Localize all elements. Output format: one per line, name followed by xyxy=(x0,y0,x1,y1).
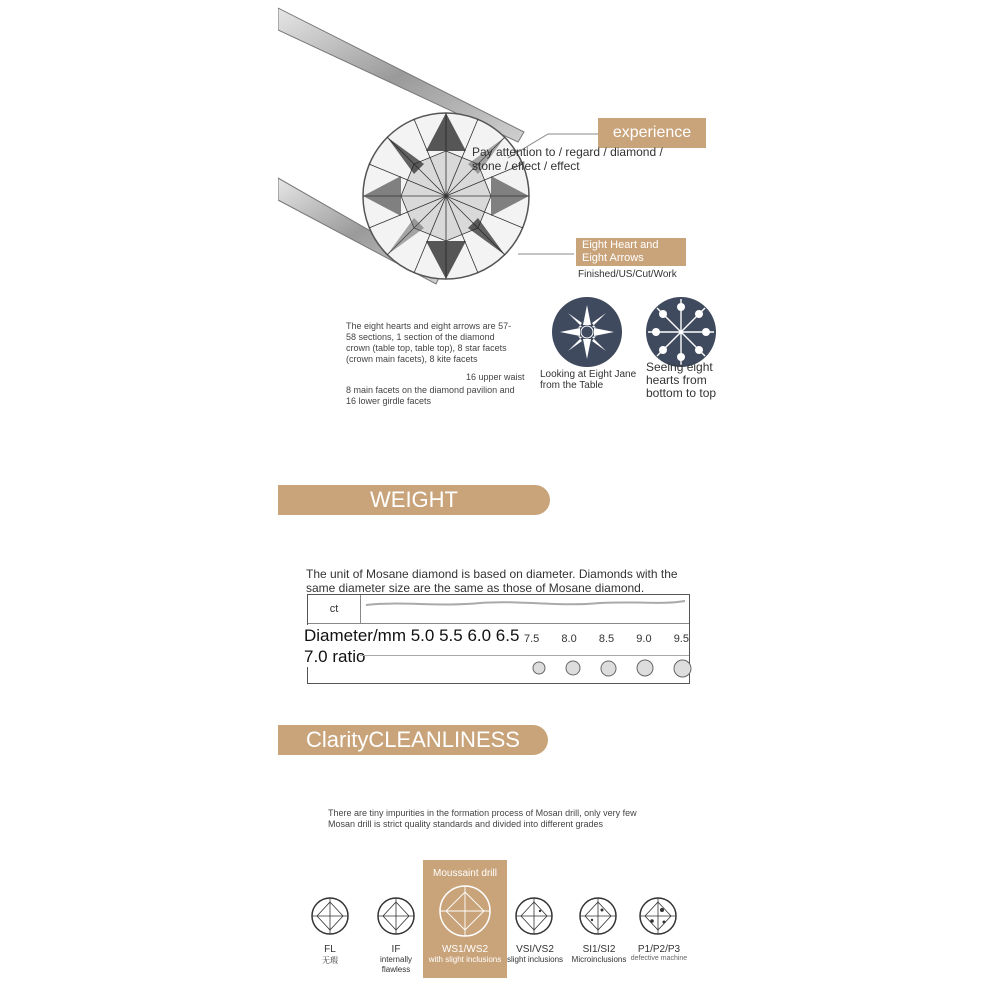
diamond-stone xyxy=(363,113,529,279)
clarity-intro-line2: Mosan drill is strict quality standards and divided into different grades xyxy=(328,819,603,829)
facets-description: The eight hearts and eight arrows are 57-58 sections, 1 section of the diamond crown (table top, table top), 8 star facets (crown main facets), 8 kite facets xyxy=(346,321,512,364)
ct-values-scribble xyxy=(360,595,689,623)
diameter-value: 8.0 xyxy=(561,633,577,645)
eight-hearts-label-line1: Eight Heart and xyxy=(582,239,659,251)
hearts-caption: Seeing eight hearts from bottom to top xyxy=(646,360,717,400)
clarity-intro xyxy=(328,808,637,830)
eight-hearts-icon xyxy=(644,295,718,369)
grade-if-sub: internally flawless xyxy=(379,955,412,974)
grade-fl-code: FL xyxy=(324,944,336,955)
tweezer-upper xyxy=(278,8,524,142)
ct-value-row xyxy=(360,595,689,624)
grade-p xyxy=(628,944,690,963)
diamond-icon xyxy=(565,660,581,676)
clarity-si-icon xyxy=(578,896,618,936)
eight-hearts-label-line2: Eight Arrows xyxy=(582,252,644,264)
finished-cut-text: Finished/US/Cut/Work xyxy=(578,269,677,280)
grade-ws xyxy=(425,944,505,965)
moussaint-label: Moussaint drill xyxy=(433,868,497,879)
experience-label: experience xyxy=(598,118,706,148)
diamond-icon xyxy=(600,660,617,677)
ct-label: ct xyxy=(308,595,361,624)
grade-vs xyxy=(502,944,568,964)
diameter-label: Diameter/mm 5.0 5.5 6.0 6.5 7.0 ratio xyxy=(304,625,524,667)
experience-text: Pay attention to / regard / diamond / stone / effect / effect xyxy=(472,145,663,173)
grade-ws-code: WS1/WS2 xyxy=(441,944,489,955)
grade-vs-code: VSI/VS2 xyxy=(516,944,554,955)
diameter-values xyxy=(524,623,689,655)
grade-p-sub: defective machine xyxy=(630,955,688,962)
diameter-value: 9.0 xyxy=(636,633,652,645)
diameter-value: 7.5 xyxy=(524,633,540,645)
diameter-value: 9.5 xyxy=(673,633,689,645)
weight-table xyxy=(304,594,690,684)
diamond-icon xyxy=(532,661,546,675)
eight-hearts-arrows-label xyxy=(576,238,686,266)
grade-p-code: P1/P2/P3 xyxy=(637,944,681,955)
clarity-ws-icon xyxy=(438,884,492,938)
grade-fl xyxy=(300,944,360,966)
diamond-icon xyxy=(636,659,654,677)
upper-waist-note: 16 upper waist xyxy=(466,372,525,382)
grade-si-code: SI1/SI2 xyxy=(582,944,616,955)
grade-si-sub: Microinclusions xyxy=(571,955,627,964)
grade-vs-sub: slight inclusions xyxy=(506,955,564,964)
clarity-fl-icon xyxy=(310,896,350,936)
clarity-p-icon xyxy=(638,896,678,936)
clarity-title: ClarityCLEANLINESS xyxy=(278,725,548,755)
diameter-value: 8.5 xyxy=(598,633,615,645)
grade-si xyxy=(566,944,632,964)
grade-ws-sub: with slight inclusions xyxy=(428,955,502,964)
arrows-caption: Looking at Eight Jane from the Table xyxy=(540,369,637,391)
clarity-if-icon xyxy=(376,896,416,936)
weight-intro: The unit of Mosane diamond is based on diameter. Diamonds with the same diameter size are the same as those of Mosane diamond. xyxy=(306,567,678,595)
diameter-diamond-icons xyxy=(532,657,692,679)
clarity-intro-line1: There are tiny impurities in the formation process of Mosan drill, only very few xyxy=(328,808,637,818)
diamond-icon xyxy=(673,659,692,678)
pavilion-note: 8 main facets on the diamond pavilion and 16 lower girdle facets xyxy=(346,385,515,406)
eight-arrows-icon xyxy=(550,295,624,369)
grade-if-code: IF xyxy=(391,944,401,955)
grade-if xyxy=(366,944,426,975)
weight-title: WEIGHT xyxy=(278,485,550,515)
grade-fl-sub: 无瑕 xyxy=(322,956,338,965)
clarity-vs-icon xyxy=(514,896,554,936)
